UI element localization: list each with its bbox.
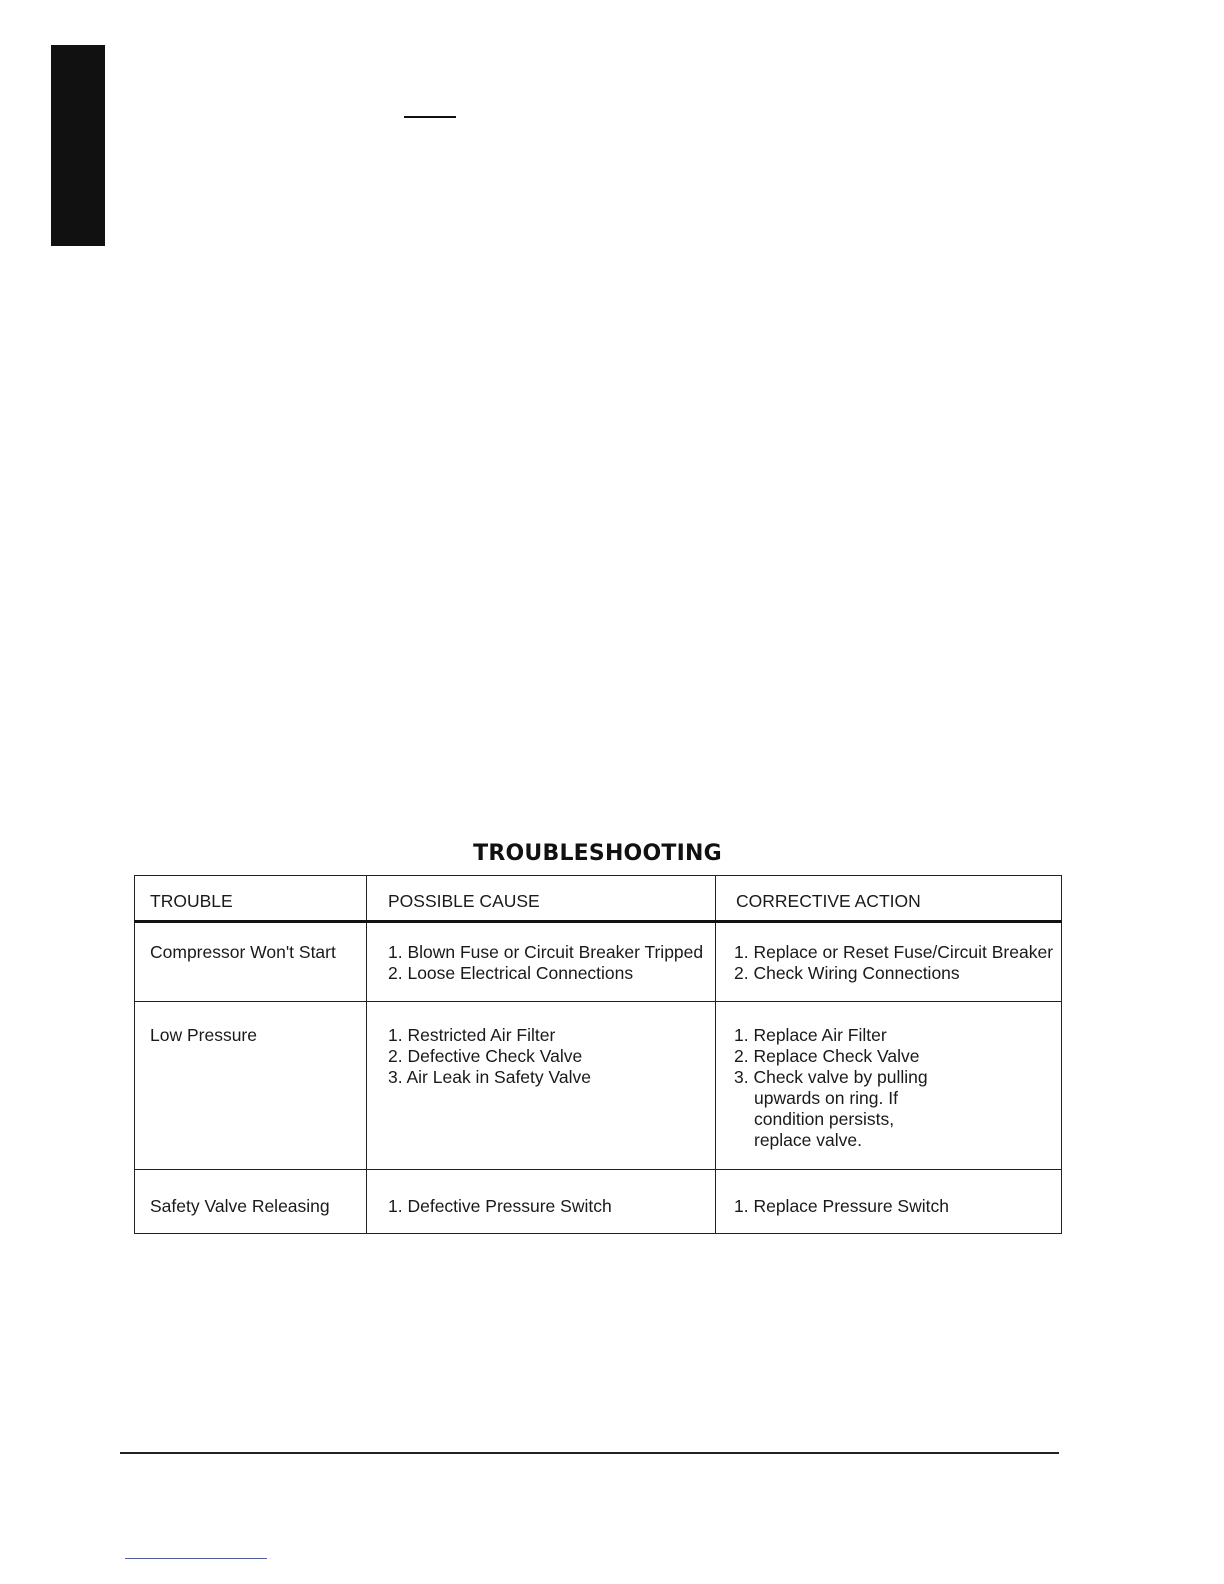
- cause-item: 2. Loose Electrical Connections: [388, 963, 634, 983]
- table-row: [135, 1002, 1062, 1170]
- header-trouble: TROUBLE: [135, 876, 367, 922]
- action-item-continued: replace valve.: [754, 1130, 862, 1150]
- header-corrective-action: CORRECTIVE ACTION: [716, 876, 1062, 922]
- table-row: [135, 922, 1062, 1002]
- action-item: 2. Check Wiring Connections: [734, 963, 960, 983]
- page-title: TROUBLESHOOTING: [473, 841, 722, 866]
- section-tab-marker: [51, 45, 105, 246]
- action-item: 1. Replace Pressure Switch: [734, 1196, 949, 1216]
- cause-item: 3. Air Leak in Safety Valve: [388, 1067, 591, 1087]
- link-underline: [125, 1558, 267, 1559]
- cause-item: 1. Defective Pressure Switch: [388, 1196, 612, 1216]
- cause-cell: [367, 922, 716, 1002]
- action-item-continued: condition persists,: [754, 1109, 895, 1129]
- short-underline: [404, 116, 456, 118]
- table-header-row: [135, 876, 1062, 922]
- action-item: [734, 1067, 1061, 1151]
- action-item: 1. Replace Air Filter: [734, 1025, 887, 1045]
- action-cell: [716, 1002, 1062, 1170]
- trouble-cell: Compressor Won't Start: [135, 922, 367, 1002]
- action-cell: [716, 922, 1062, 1002]
- action-item: 2. Replace Check Valve: [734, 1046, 920, 1066]
- troubleshooting-table: [134, 875, 1062, 1234]
- trouble-cell: Low Pressure: [135, 1002, 367, 1170]
- footer-divider: [120, 1452, 1059, 1454]
- table-row: [135, 1170, 1062, 1234]
- header-possible-cause: POSSIBLE CAUSE: [367, 876, 716, 922]
- action-item-text: 3. Check valve by pulling: [734, 1067, 928, 1087]
- action-item: 1. Replace or Reset Fuse/Circuit Breaker: [734, 942, 1054, 962]
- cause-cell: [367, 1170, 716, 1234]
- trouble-cell: Safety Valve Releasing: [135, 1170, 367, 1234]
- cause-item: 1. Blown Fuse or Circuit Breaker Tripped: [388, 942, 704, 962]
- cause-item: 2. Defective Check Valve: [388, 1046, 583, 1066]
- cause-cell: [367, 1002, 716, 1170]
- action-item-continued: upwards on ring. If: [754, 1088, 898, 1108]
- cause-item: 1. Restricted Air Filter: [388, 1025, 556, 1045]
- action-cell: [716, 1170, 1062, 1234]
